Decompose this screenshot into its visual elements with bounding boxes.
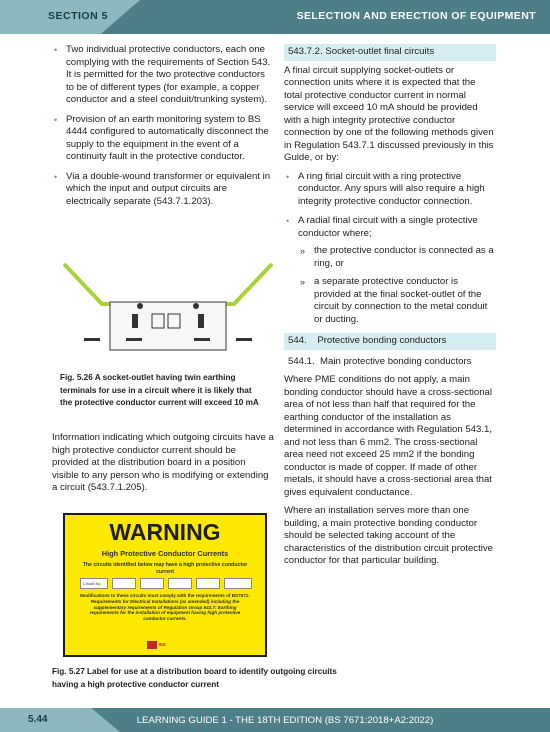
circuit-label: Circuit No [83,581,101,586]
list-item: • Provision of an earth monitoring system to BS 4444 configured to automatically disconnect the supply to the equipment in the event of a continuity fault in the protective conductor. [66,114,274,164]
earth-terminal [193,303,199,309]
circuit-cell [168,578,192,589]
circuit-label-cell [80,578,108,589]
list-item: • Via a double-wound transformer or equivalent in which the input and output circuits are electrically separate (543.7.1.203). [66,171,274,209]
mods-line: Earthing requirements for the installation of equipment having high protective conductor currents. [89,604,241,622]
sub-list-item: » a separate protective conductor is provided at the final socket-outlet of the circuit by connection to the metal conduit or ducting. [314,276,496,326]
paragraph: Where PME conditions do not apply, a main bonding conductor should have a cross-sectional area of not less than half that required for the earthing conductor of the installation as determined in accordance with Regulation 543.1, and not less than 6 mm2. The cross-sectional area need not exceed 25 mm2 if the bonding conductor is made of copper. If made of other metals, it should have a cross-sectional area that gives equivalent conductance. [284,374,492,498]
warning-modifications [79,593,251,622]
paragraph: Where an installation serves more than one building, a main protective bonding conductor should be selected taking account of the characteristics of the distribution circuit protective conductor for that particular building. [284,505,494,566]
circuit-cell [112,578,136,589]
back-box-mark [84,338,100,341]
earth-wire-right [196,264,272,304]
section-label: SECTION 5 [48,10,108,22]
circuit-cells [80,578,252,589]
sub-list-item: » the protective conductor is connected as a ring, or [314,245,496,270]
warning-subtitle: High Protective Conductor Currents [101,549,229,558]
mods-line: Requirements for Electrical Installations (as amended) including the supplementary requirements of Regulation Group 543.7: [90,598,240,610]
sub-heading: 543.7.2. Socket-outlet final circuits [284,44,496,61]
circuit-cell [140,578,164,589]
warning-label [63,513,267,657]
paragraph: A final circuit supplying socket-outlets or connection units where it is expected that the total protective conductor current in normal service will exceed 10 mA should be provided with a high integrity protective conductor connection by one of the following methods given in Regulation 543.7.1 discussed previously in this Guide, or by: [284,64,494,163]
list-item: • A ring final circuit with a ring protective conductor. Any spurs will also require a high integrity protective conductor connection. [298,171,496,209]
footer-title: LEARNING GUIDE 1 - THE 18TH EDITION (BS 7671:2018+A2:2022) [136,715,434,726]
section-heading: 544. Protective bonding conductors [284,333,496,350]
sub-heading: 544.1. Main protective bonding conductors [288,355,472,367]
page-footer [0,708,550,732]
socket-outlet-diagram [56,262,280,366]
back-box-mark [194,338,210,341]
right-column [284,44,496,574]
logo-text: IEE [159,642,166,647]
page-header [0,0,550,34]
chapter-title: SELECTION AND ERECTION OF EQUIPMENT [296,10,536,22]
page-number: 5.44 [28,714,48,725]
back-box-mark [236,338,252,341]
earth-wire-left [64,264,140,304]
warning-text: The circuits identified below may have a high protective conductor current [82,562,248,575]
pin-slot-right [198,314,204,328]
pin-slot-left [132,314,138,328]
warning-title: WARNING [109,519,221,545]
left-column [52,44,274,215]
list-item: • Two individual protective conductors, each one complying with the requirements of Section 543. It is permitted for the two protective conductors to be of different types (for example, a copper conductor and a steel conduit/trunking system). [66,44,274,107]
earth-terminal [137,303,143,309]
circuit-cell [224,578,252,589]
back-box-mark [126,338,142,341]
iet-logo-icon [147,641,187,649]
list-item [298,215,496,326]
mods-line: Modifications to these circuits must comply with the requirements of BS7671: [80,593,250,598]
circuit-cell [196,578,220,589]
figure-caption: Fig. 5.26 A socket-outlet having twin earthing terminals for use in a circuit where it is likely that the protective conductor current will exceed 10 mA [60,373,259,407]
info-paragraph: Information indicating which outgoing circuits have a high protective conductor current should be provided at the distribution board in a position visible to any person who is modifying or extending a circuit (543.7.1.205). [52,432,274,493]
figure-caption: Fig. 5.27 Label for use at a distribution board to identify outgoing circuits having a high protective conductor current [52,667,337,689]
list-item-text: A radial final circuit with a single protective conductor where; [298,215,478,239]
